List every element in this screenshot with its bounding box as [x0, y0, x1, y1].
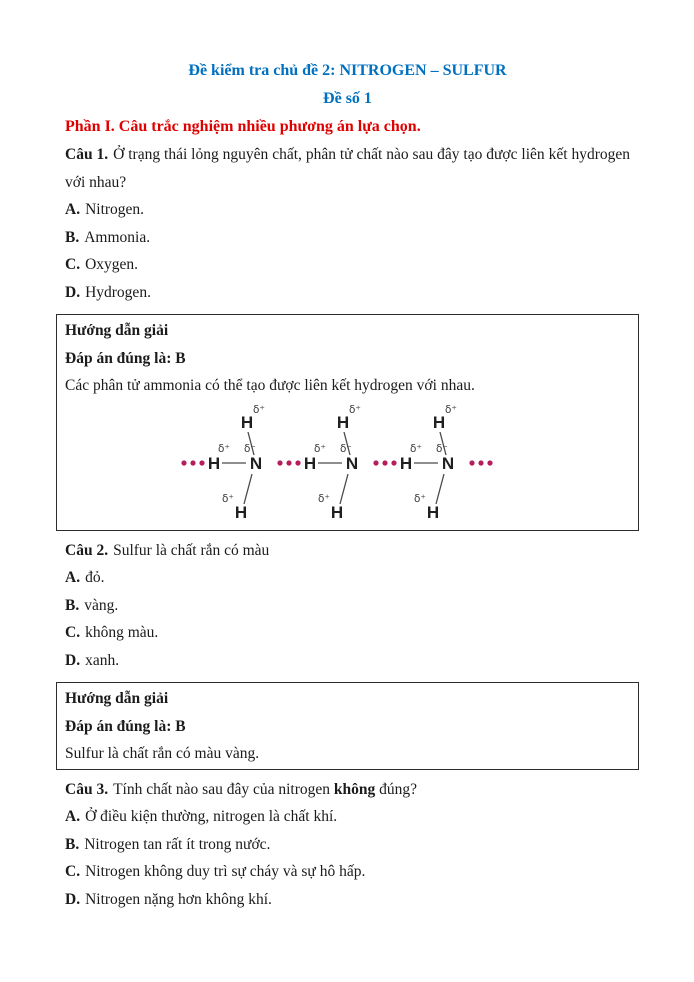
hydrogen-bond-dots: [373, 460, 396, 465]
question-2-option-c: C. không màu.: [65, 624, 159, 641]
delta-plus-label: δ⁺: [410, 442, 422, 455]
question-2-stem: Câu 2. Sulfur là chất rắn có màu: [65, 541, 270, 559]
hydrogen-atom-label: H: [240, 412, 254, 432]
hydrogen-atom-label: H: [336, 412, 350, 432]
question-3-option-b: B. Nitrogen tan rất ít trong nước.: [65, 835, 271, 853]
nitrogen-atom-label: N: [345, 453, 359, 473]
hydrogen-atom-label: H: [426, 502, 440, 522]
question-3-option-d: D. Nitrogen nặng hơn không khí.: [65, 890, 272, 908]
hydrogen-atom-label: H: [432, 412, 446, 432]
delta-plus-label: δ⁺: [318, 492, 330, 505]
page-title: Đề kiểm tra chủ đề 2: NITROGEN – SULFUR: [188, 62, 507, 79]
solution-answer: Đáp án đúng là: B: [65, 717, 186, 735]
delta-minus-label: δ⁻: [244, 442, 256, 455]
delta-plus-label: δ⁺: [414, 492, 426, 505]
delta-minus-label: δ⁻: [340, 442, 352, 455]
ammonia-hydrogen-bond-diagram: [181, 401, 503, 527]
covalent-bond-line: [244, 474, 252, 504]
delta-plus-label: δ⁺: [349, 403, 361, 416]
question-1-option-d: D. Hydrogen.: [65, 283, 151, 301]
question-2-option-b: B. vàng.: [65, 596, 119, 614]
hydrogen-bond-dots: [181, 460, 204, 465]
question-2-option-a: A. đỏ.: [65, 569, 105, 586]
hydrogen-atom-label: H: [234, 502, 248, 522]
section-heading: Phần I. Câu trắc nghiệm nhiều phương án lựa chọn.: [65, 118, 421, 135]
hydrogen-atom-label: H: [303, 453, 317, 473]
nitrogen-atom-label: N: [249, 453, 263, 473]
question-1-option-a: A. Nitrogen.: [65, 201, 145, 218]
delta-plus-label: δ⁺: [445, 403, 457, 416]
question-3-option-c: C. Nitrogen không duy trì sự cháy và sự hô hấp.: [65, 863, 366, 880]
delta-plus-label: δ⁺: [314, 442, 326, 455]
hydrogen-atom-label: H: [399, 453, 413, 473]
hydrogen-atom-label: H: [330, 502, 344, 522]
delta-plus-label: δ⁺: [253, 403, 265, 416]
hydrogen-bond-dots: [469, 460, 492, 465]
question-2-label: Câu 2.: [65, 541, 109, 559]
question-1-solution-box: [56, 314, 639, 531]
solution-heading: Hướng dẫn giải: [65, 690, 169, 707]
solution-heading: Hướng dẫn giải: [65, 322, 169, 339]
hydrogen-atom-label: H: [207, 453, 221, 473]
question-3-option-a: A. Ở điều kiện thường, nitrogen là chất khí.: [65, 808, 338, 825]
solution-explanation: Các phân tử ammonia có thể tạo được liên kết hydrogen với nhau.: [65, 377, 475, 394]
covalent-bond-line: [340, 474, 348, 504]
solution-answer: Đáp án đúng là: B: [65, 349, 186, 367]
question-1-option-c: C. Oxygen.: [65, 256, 139, 273]
solution-explanation: Sulfur là chất rắn có màu vàng.: [65, 745, 260, 762]
question-3-stem: Câu 3. Tính chất nào sau đây của nitrogen không đúng?: [65, 780, 418, 798]
document-content: [65, 56, 630, 913]
covalent-bond-line: [436, 474, 444, 504]
ammonia-molecule: [277, 404, 361, 522]
hydrogen-bond-dots: [277, 460, 300, 465]
question-2-option-d: D. xanh.: [65, 651, 120, 669]
delta-minus-label: δ⁻: [436, 442, 448, 455]
question-2-solution-box: [56, 682, 639, 770]
page-subtitle: Đề số 1: [323, 90, 372, 107]
question-1-stem: Câu 1. Ở trạng thái lỏng nguyên chất, phân tử chất nào sau đây tạo được liên kết hydrogen với nhau?: [65, 146, 630, 191]
question-1-label: Câu 1.: [65, 146, 109, 163]
ammonia-molecule: [181, 404, 265, 522]
ammonia-molecule: [373, 404, 457, 522]
nitrogen-atom-label: N: [441, 453, 455, 473]
question-1-option-b: B. Ammonia.: [65, 228, 151, 246]
delta-plus-label: δ⁺: [222, 492, 234, 505]
question-3-label: Câu 3.: [65, 780, 109, 798]
delta-plus-label: δ⁺: [218, 442, 230, 455]
